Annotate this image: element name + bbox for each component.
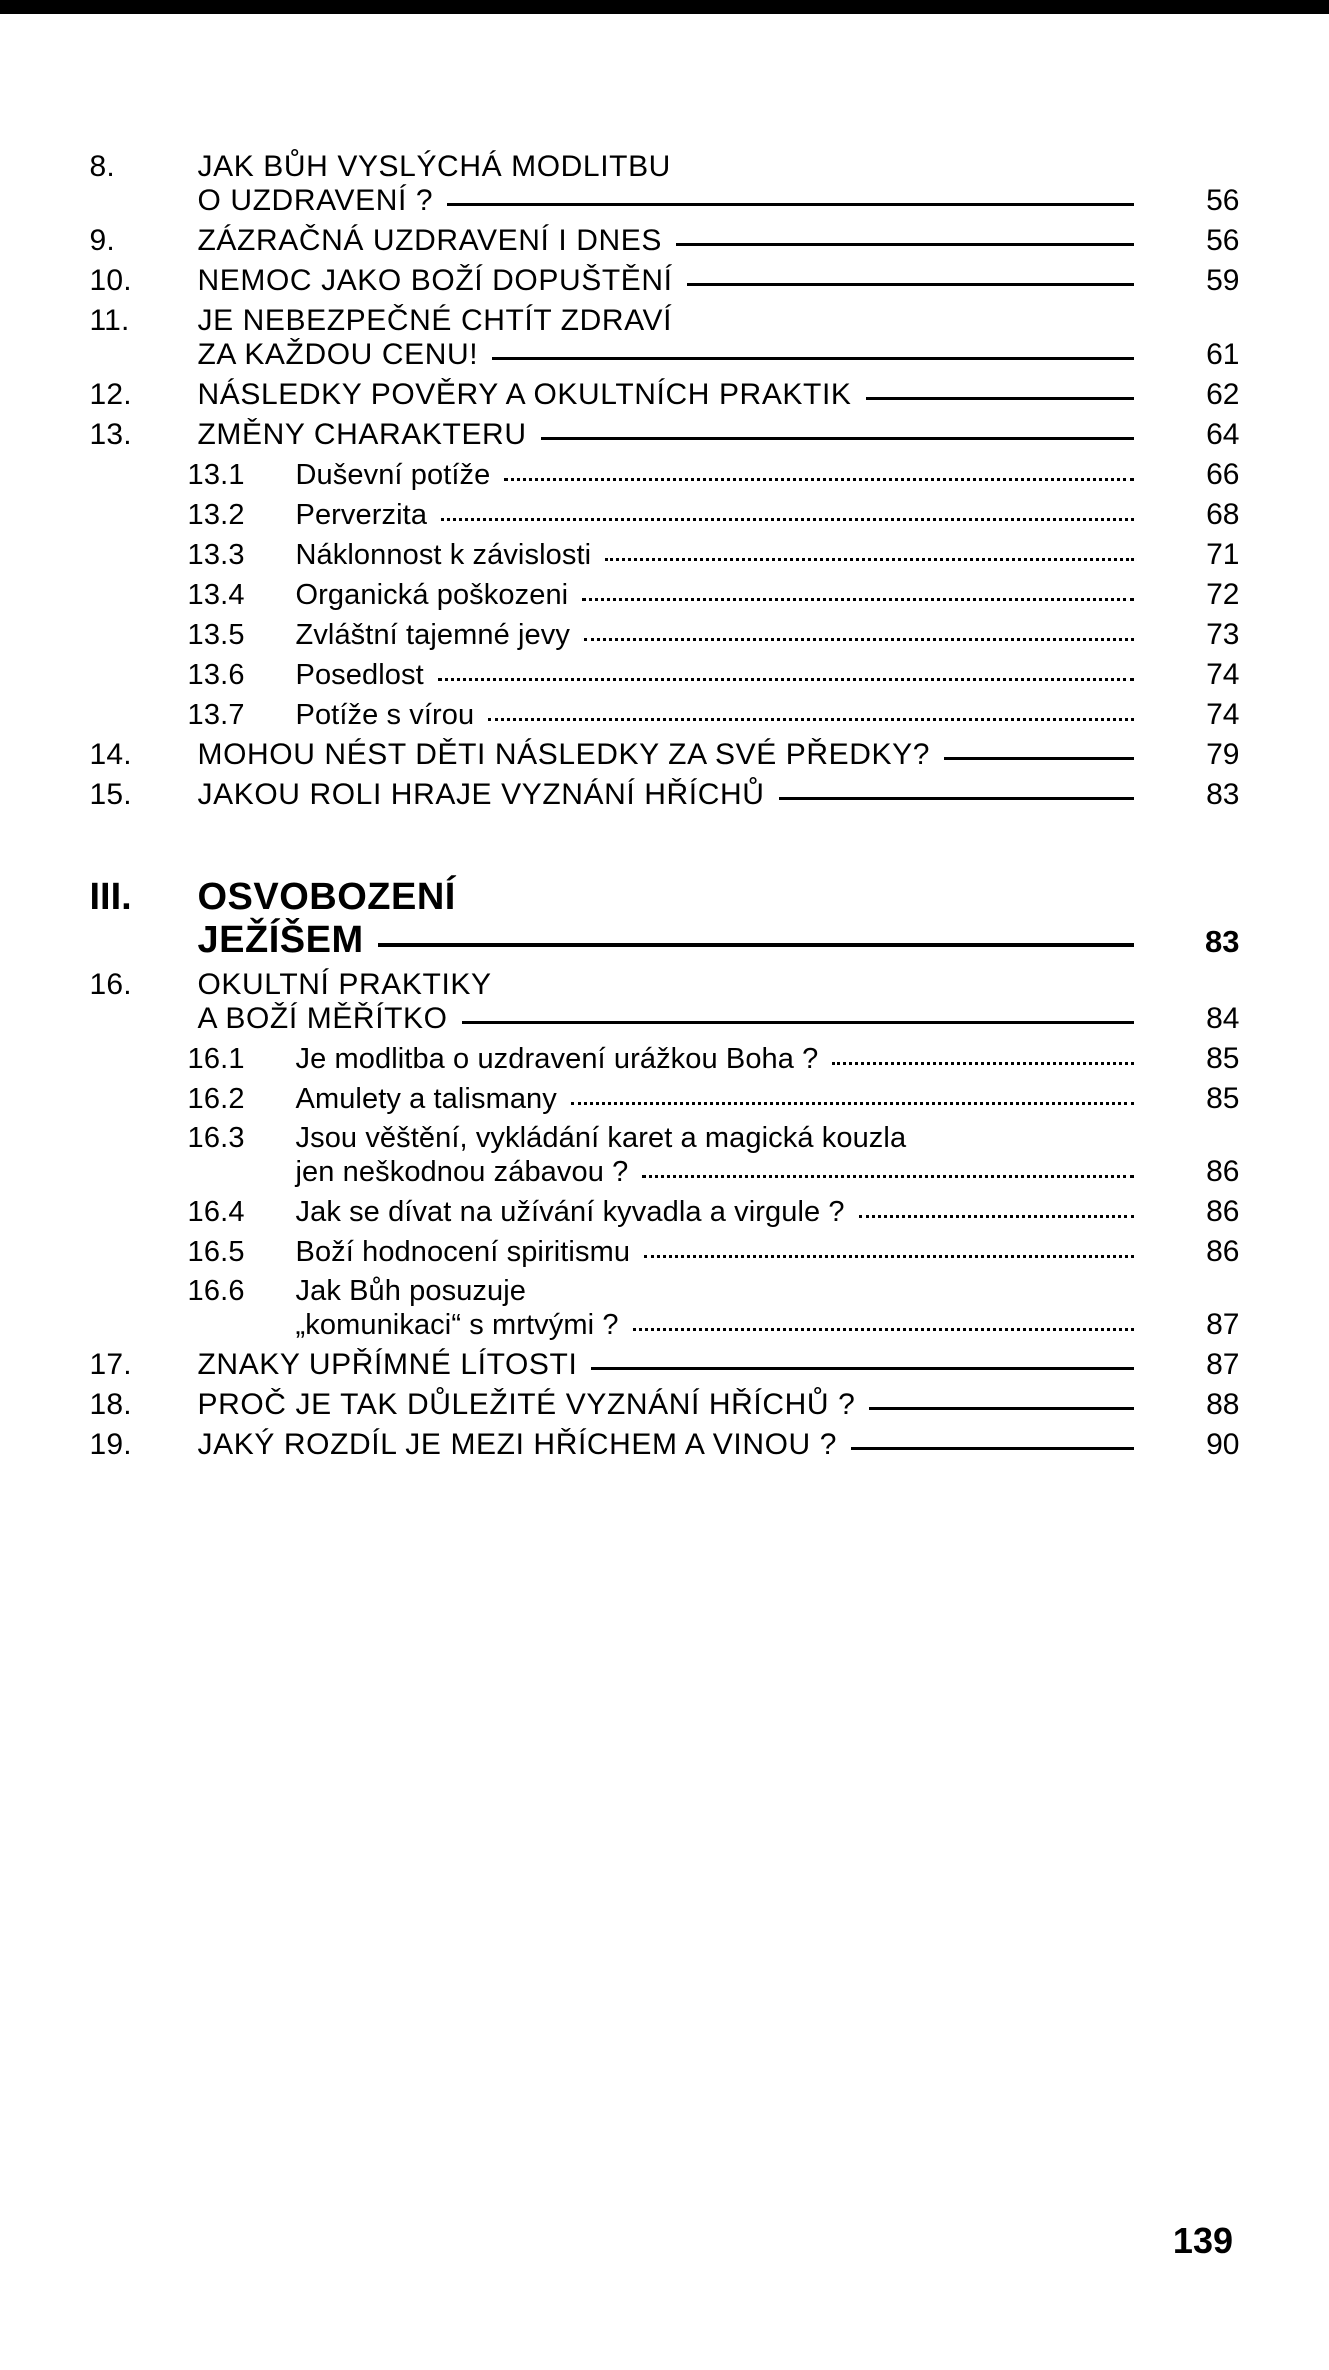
toc-entry-page-number: 74 [1206, 658, 1240, 691]
toc-entry-page-number: 73 [1206, 618, 1240, 651]
leader-line [642, 1165, 1133, 1181]
toc-entry[interactable] [90, 1388, 1240, 1422]
toc-entry-title: Je modlitba o uzdravení urážkou Boha ? [295, 1043, 819, 1075]
toc-entry[interactable] [90, 1275, 1240, 1342]
toc-entry-page-number: 62 [1206, 378, 1240, 411]
toc-entries-group-1 [90, 150, 1240, 812]
toc-entry-page-number: 85 [1206, 1082, 1240, 1115]
toc-entry-title: NÁSLEDKY POVĚRY A OKULTNÍCH PRAKTIK [197, 378, 852, 411]
toc-entry-page-number: 86 [1206, 1235, 1240, 1268]
toc-entry[interactable] [90, 1235, 1240, 1269]
toc-entry[interactable] [90, 968, 1240, 1036]
toc-entry-title-continued: jen neškodnou zábavou ? [295, 1156, 629, 1188]
toc-entry-page-number: 90 [1206, 1428, 1240, 1461]
toc-entry-page-number: 66 [1206, 458, 1240, 491]
toc-entry-title: Potíže s vírou [295, 699, 475, 731]
toc-section-heading[interactable] [90, 876, 1240, 962]
toc-entry-title: OKULTNÍ PRAKTIKY [197, 968, 492, 1001]
toc-entry-number: 17. [89, 1348, 132, 1381]
toc-entry-title: Organická poškozeni [295, 579, 569, 611]
toc-entry-number: 11. [89, 304, 130, 337]
toc-entry-page-number: 84 [1206, 1002, 1240, 1035]
leader-line [779, 788, 1134, 804]
leader-line [541, 428, 1134, 444]
toc-entry[interactable] [90, 618, 1240, 652]
leader-line [859, 1205, 1134, 1221]
toc-entry-number: 10. [89, 264, 132, 297]
toc-entry[interactable] [90, 264, 1240, 298]
toc-entry-number: 13.1 [187, 459, 245, 491]
toc-entry-number: 13.3 [187, 539, 245, 571]
toc-entry-page-number: 71 [1206, 538, 1240, 571]
toc-entry-title: NEMOC JAKO BOŽÍ DOPUŠTĚNÍ [197, 264, 673, 297]
toc-entry[interactable] [90, 1122, 1240, 1189]
toc-entry-title: MOHOU NÉST DĚTI NÁSLEDKY ZA SVÉ PŘEDKY? [197, 738, 930, 771]
toc-entry-number: 16.5 [187, 1236, 245, 1268]
toc-entry[interactable] [90, 224, 1240, 258]
toc-entry[interactable] [90, 1348, 1240, 1382]
toc-entry-title: ZÁZRAČNÁ UZDRAVENÍ I DNES [197, 224, 662, 257]
toc-entry-page-number: 85 [1206, 1042, 1240, 1075]
leader-line [633, 1318, 1134, 1334]
toc-entry-title: JAKÝ ROZDÍL JE MEZI HŘÍCHEM A VINOU ? [197, 1428, 838, 1461]
leader-line [504, 468, 1133, 484]
toc-entry-number: 18. [89, 1388, 132, 1421]
toc-entry-title: Duševní potíže [295, 459, 491, 491]
leader-line [832, 1052, 1133, 1068]
toc-entry-title: ZMĚNY CHARAKTERU [197, 418, 527, 451]
section-title-line-1: OSVOBOZENÍ [197, 876, 456, 918]
toc-entry-number: 13.5 [187, 619, 245, 651]
toc-entry-page-number: 72 [1206, 578, 1240, 611]
leader-line [944, 748, 1134, 764]
toc-entry[interactable] [90, 1042, 1240, 1076]
toc-entry[interactable] [90, 304, 1240, 372]
toc-entries-group-2 [90, 968, 1240, 1462]
toc-entry-title: Jak Bůh posuzuje [295, 1275, 527, 1307]
toc-entry-number: 16.4 [187, 1196, 245, 1228]
leader-line [447, 194, 1133, 210]
toc-entry-title: Perverzita [295, 499, 428, 531]
leader-line [488, 708, 1133, 724]
toc-entry-title: Zvláštní tajemné jevy [295, 619, 570, 651]
toc-entry-title: Amulety a talismany [295, 1083, 557, 1115]
toc-entry-number: 16.6 [187, 1275, 245, 1307]
toc-entry-page-number: 56 [1206, 224, 1240, 257]
leader-line [492, 348, 1133, 364]
toc-entry-title: Jak se dívat na užívání kyvadla a virgule ? [295, 1196, 845, 1228]
toc-entry-number: 16.2 [187, 1083, 245, 1115]
toc-entry-title: Posedlost [295, 659, 424, 691]
toc-entry-page-number: 68 [1206, 498, 1240, 531]
toc-entry-page-number: 59 [1206, 264, 1240, 297]
leader-line [591, 1358, 1133, 1374]
toc-entry-number: 15. [89, 778, 132, 811]
toc-entry[interactable] [90, 378, 1240, 412]
leader-line [571, 1092, 1134, 1108]
toc-entry[interactable] [90, 498, 1240, 532]
toc-entry[interactable] [90, 738, 1240, 772]
table-of-contents [90, 150, 1240, 1462]
toc-entry-title: PROČ JE TAK DŮLEŽITÉ VYZNÁNÍ HŘÍCHŮ ? [197, 1388, 856, 1421]
leader-line [605, 548, 1133, 564]
toc-entry[interactable] [90, 658, 1240, 692]
section-number: III. [89, 876, 132, 918]
toc-entry-page-number: 83 [1206, 778, 1240, 811]
leader-line [582, 588, 1133, 604]
toc-entry[interactable] [90, 150, 1240, 218]
toc-entry-title-continued: O UZDRAVENÍ ? [197, 184, 434, 217]
toc-entry-page-number: 86 [1206, 1195, 1240, 1228]
toc-entry-title-continued: „komunikaci“ s mrtvými ? [295, 1309, 619, 1341]
toc-entry-page-number: 79 [1206, 738, 1240, 771]
toc-entry[interactable] [90, 538, 1240, 572]
toc-entry-number: 9. [89, 224, 115, 257]
toc-entry-page-number: 87 [1206, 1308, 1240, 1341]
leader-line [584, 628, 1134, 644]
toc-entry-title: JAK BŮH VYSLÝCHÁ MODLITBU [197, 150, 671, 183]
section-page-number: 83 [1205, 924, 1240, 959]
leader-line [866, 388, 1134, 404]
toc-entry-page-number: 88 [1206, 1388, 1240, 1421]
leader-line [851, 1438, 1133, 1454]
toc-entry-page-number: 86 [1206, 1155, 1240, 1188]
toc-entry-title: ZNAKY UPŘÍMNÉ LÍTOSTI [197, 1348, 578, 1381]
toc-entry-title-continued: A BOŽÍ MĚŘÍTKO [197, 1002, 448, 1035]
leader-line [869, 1398, 1133, 1414]
toc-entry-number: 8. [89, 150, 115, 183]
toc-entry-number: 12. [89, 378, 132, 411]
leader-line [438, 668, 1134, 684]
page-folio-number: 139 [1172, 2220, 1233, 2261]
toc-entry[interactable] [90, 778, 1240, 812]
toc-entry-number: 13.7 [187, 699, 245, 731]
toc-entry-number: 13.2 [187, 499, 245, 531]
toc-entry-number: 13. [89, 418, 132, 451]
toc-entry-number: 19. [89, 1428, 132, 1461]
toc-entry-title: JE NEBEZPEČNÉ CHTÍT ZDRAVÍ [197, 304, 673, 337]
toc-entry[interactable] [90, 418, 1240, 452]
toc-entry-number: 16.1 [187, 1043, 245, 1075]
toc-entry-title: JAKOU ROLI HRAJE VYZNÁNÍ HŘÍCHŮ [197, 778, 765, 811]
leader-line [462, 1012, 1134, 1028]
toc-entry-number: 13.6 [187, 659, 245, 691]
toc-entry[interactable] [90, 1082, 1240, 1116]
toc-entry-number: 13.4 [187, 579, 245, 611]
toc-entry-number: 16.3 [187, 1122, 245, 1154]
leader-line [378, 936, 1134, 952]
toc-entry-page-number: 61 [1206, 338, 1240, 371]
toc-entry[interactable] [90, 1428, 1240, 1462]
toc-entry[interactable] [90, 578, 1240, 612]
toc-entry[interactable] [90, 1195, 1240, 1229]
toc-entry-page-number: 64 [1206, 418, 1240, 451]
toc-entry-page-number: 87 [1206, 1348, 1240, 1381]
toc-entry-page-number: 56 [1206, 184, 1240, 217]
leader-line [676, 234, 1134, 250]
leader-line [687, 274, 1134, 290]
toc-entry-page-number: 74 [1206, 698, 1240, 731]
toc-entry-number: 16. [89, 968, 132, 1001]
section-title-line-2: JEŽÍŠEM [197, 919, 364, 961]
toc-entry-title: Náklonnost k závislosti [295, 539, 592, 571]
toc-entry-number: 14. [89, 738, 132, 771]
toc-entry-title-continued: ZA KAŽDOU CENU! [197, 338, 479, 371]
toc-entry-title: Jsou věštění, vykládání karet a magická kouzla [295, 1122, 907, 1154]
leader-line [644, 1245, 1133, 1261]
toc-entry-title: Boží hodnocení spiritismu [295, 1236, 631, 1268]
toc-entry[interactable] [90, 698, 1240, 732]
toc-entry[interactable] [90, 458, 1240, 492]
leader-line [441, 508, 1133, 524]
